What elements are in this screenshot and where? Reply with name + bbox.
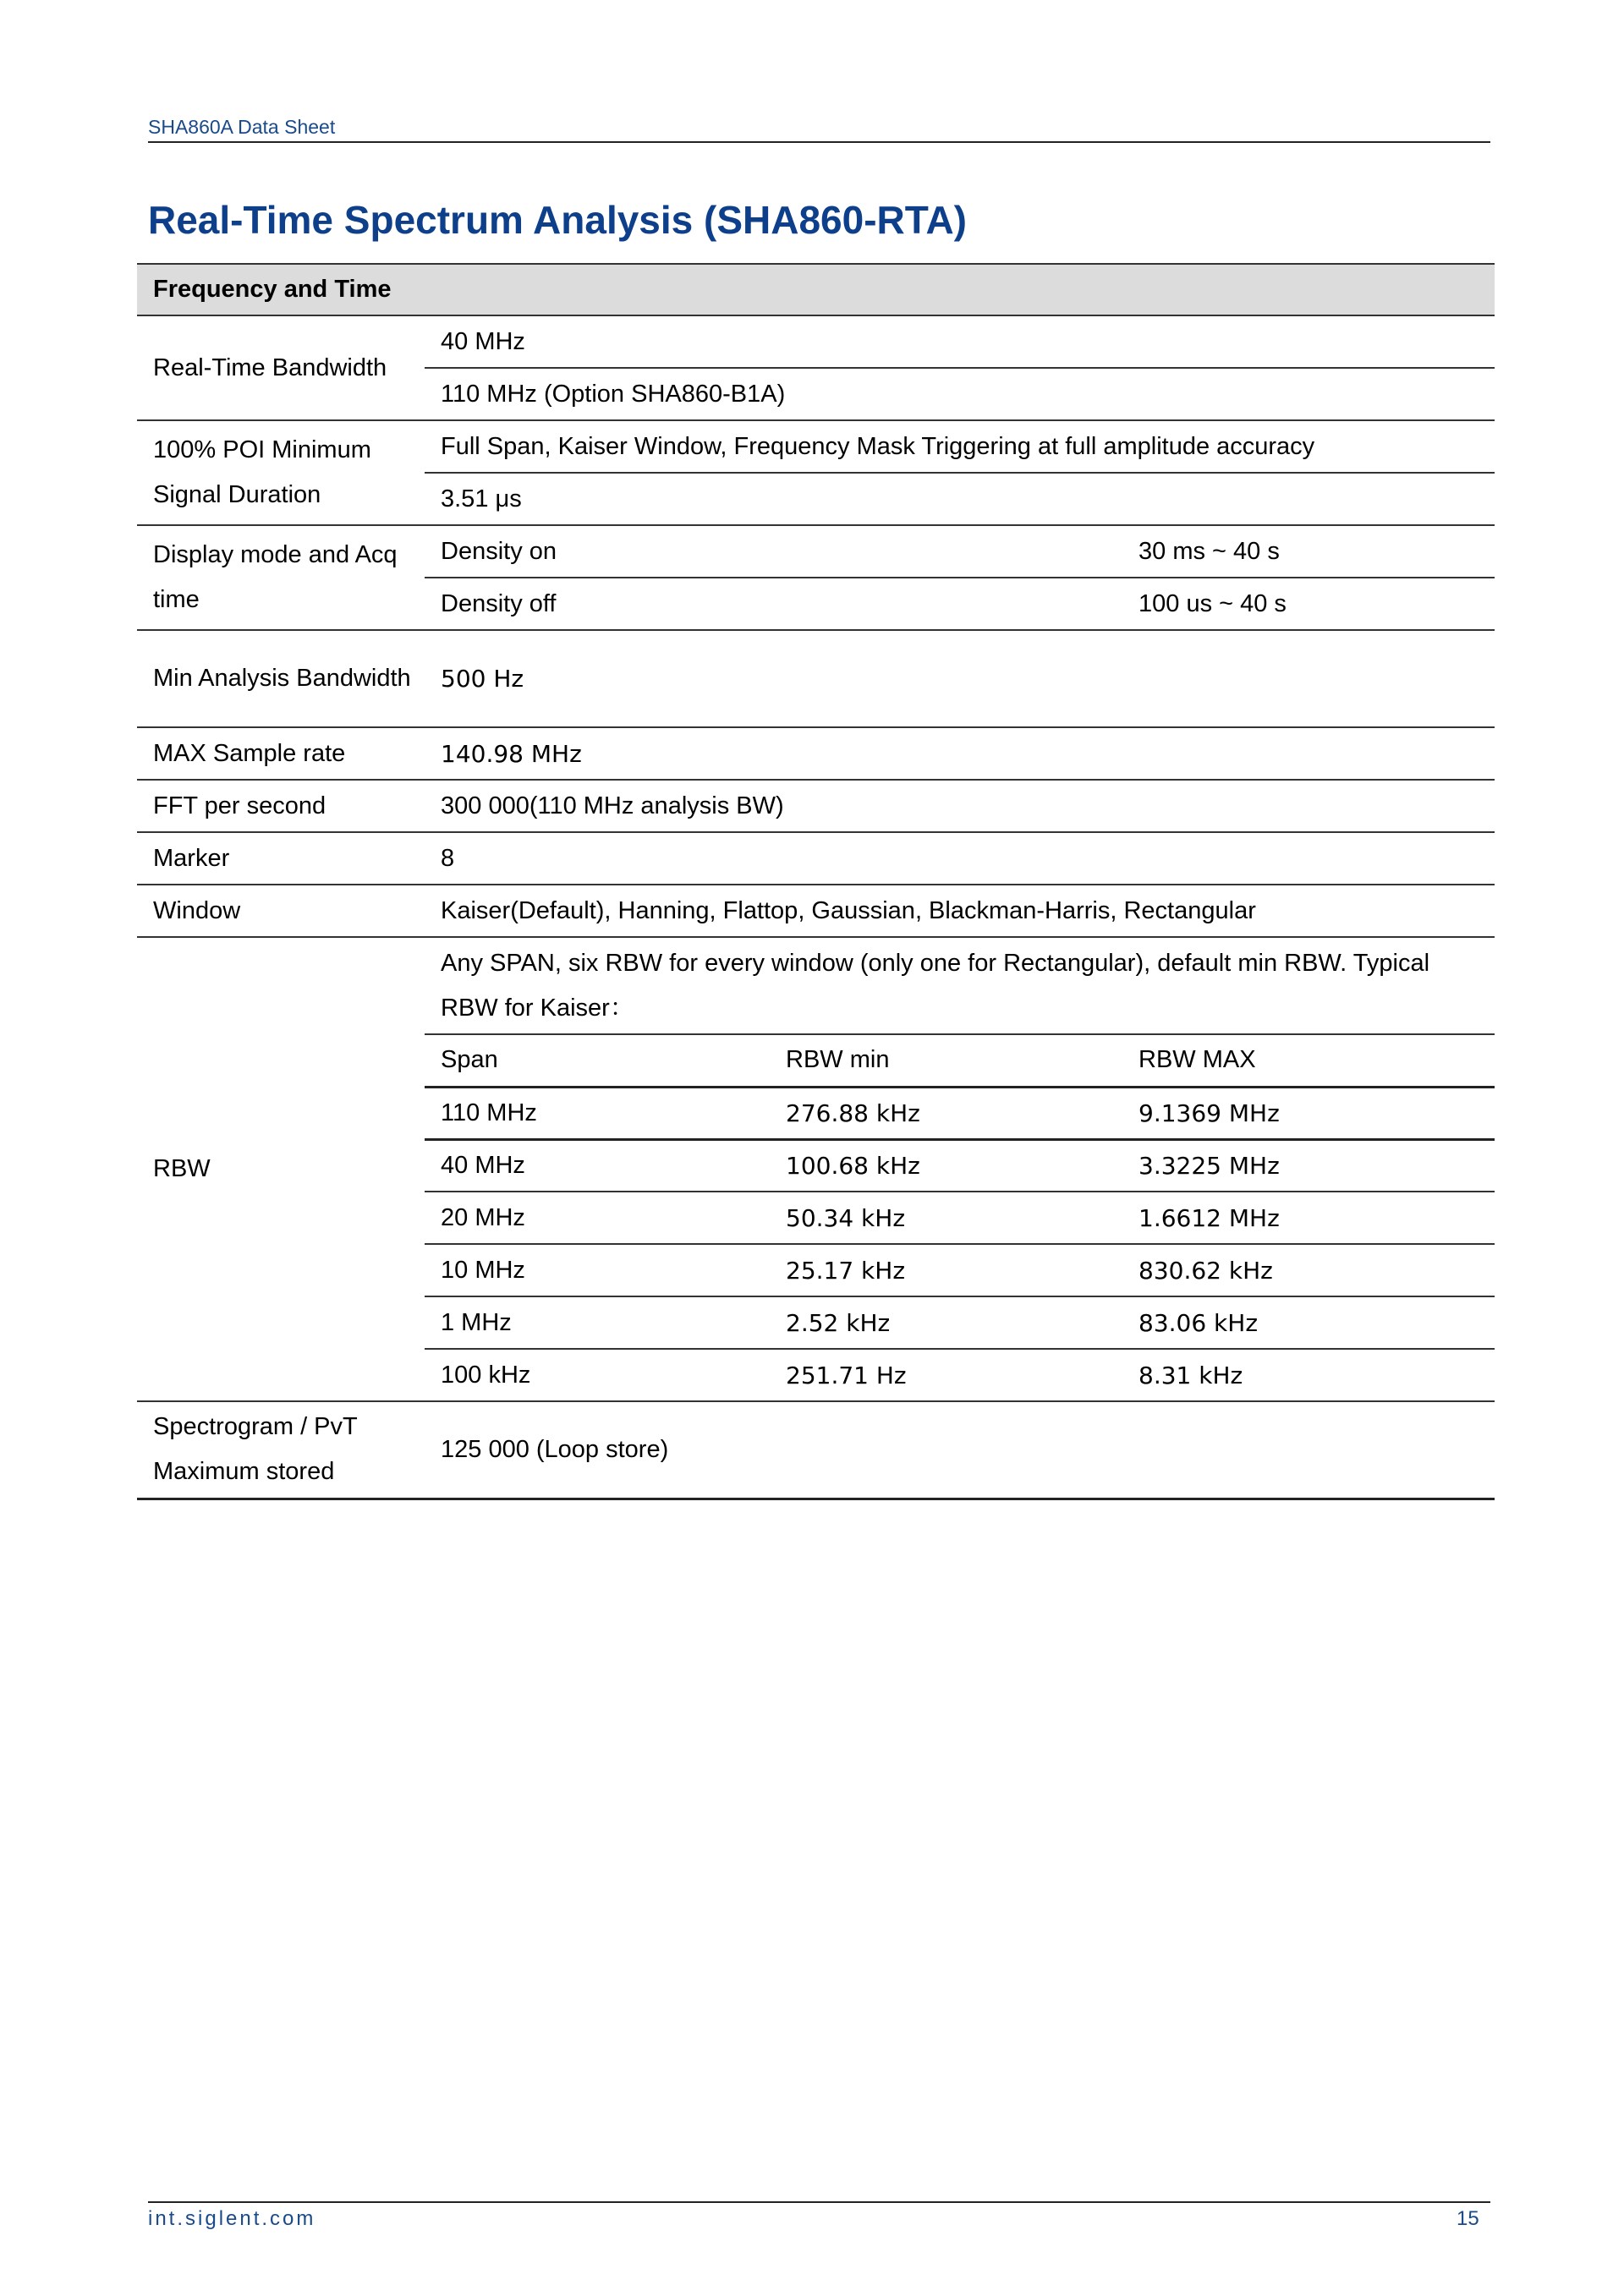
spec-label-rbw: RBW — [137, 937, 425, 1401]
rbw-cell-max: 3.3225 MHz — [1122, 1139, 1495, 1192]
spec-row-rbw-note — [137, 937, 1495, 1034]
rbw-cell-min: 2.52 kHz — [770, 1296, 1122, 1349]
spec-row-spectrogram — [137, 1401, 1495, 1499]
spec-label: Min Analysis Bandwidth — [137, 630, 425, 727]
spec-label: Spectrogram / PvT Maximum stored — [137, 1401, 425, 1499]
page-title: Real-Time Spectrum Analysis (SHA860-RTA) — [148, 198, 967, 242]
rbw-cell-span: 100 kHz — [425, 1349, 770, 1401]
spec-value: Kaiser(Default), Hanning, Flattop, Gaussian, Blackman-Harris, Rectangular — [425, 885, 1495, 937]
spec-row-window — [137, 885, 1495, 937]
page-header — [148, 116, 1490, 143]
rbw-cell-max: 830.62 kHz — [1122, 1244, 1495, 1296]
spec-row-max-sample — [137, 727, 1495, 780]
spec-value: Density off — [425, 578, 1122, 630]
spec-value: 40 MHz — [425, 315, 1495, 368]
rbw-cell-min: 276.88 kHz — [770, 1087, 1122, 1139]
rbw-cell-min: 25.17 kHz — [770, 1244, 1122, 1296]
spec-row-min-abw — [137, 630, 1495, 727]
rbw-cell-span: 110 MHz — [425, 1087, 770, 1139]
spec-table — [137, 263, 1495, 1500]
spec-label: 100% POI Minimum Signal Duration — [137, 420, 425, 525]
spec-label: FFT per second — [137, 780, 425, 832]
spec-value: 300 000(110 MHz analysis BW) — [425, 780, 1495, 832]
rbw-col-header: RBW min — [770, 1034, 1122, 1087]
rbw-cell-max: 9.1369 MHz — [1122, 1087, 1495, 1139]
spec-label: Display mode and Acq time — [137, 525, 425, 630]
spec-value: 140.98 MHz — [425, 727, 1495, 780]
rbw-cell-span: 10 MHz — [425, 1244, 770, 1296]
section-header-row — [137, 264, 1495, 315]
spec-row-display-density-on — [137, 525, 1495, 578]
footer-rule — [148, 2201, 1490, 2203]
rbw-cell-min: 50.34 kHz — [770, 1192, 1122, 1244]
footer-site: int.siglent.com — [148, 2207, 316, 2230]
section-title: Frequency and Time — [137, 264, 1495, 315]
spec-value: Density on — [425, 525, 1122, 578]
rbw-cell-max: 1.6612 MHz — [1122, 1192, 1495, 1244]
page-number: 15 — [1457, 2207, 1479, 2230]
spec-value-time: 100 us ~ 40 s — [1122, 578, 1495, 630]
spec-value: 8 — [425, 832, 1495, 885]
rbw-cell-span: 1 MHz — [425, 1296, 770, 1349]
spec-label: Marker — [137, 832, 425, 885]
spec-value-time: 30 ms ~ 40 s — [1122, 525, 1495, 578]
spec-value: 110 MHz (Option SHA860-B1A) — [425, 368, 1495, 420]
spec-row-poi — [137, 420, 1495, 473]
rbw-cell-span: 20 MHz — [425, 1192, 770, 1244]
spec-value: Full Span, Kaiser Window, Frequency Mask Triggering at full amplitude accuracy — [425, 420, 1495, 473]
rbw-note: Any SPAN, six RBW for every window (only one for Rectangular), default min RBW. Typical RBW for Kaiser： — [425, 937, 1495, 1034]
header-title: SHA860A Data Sheet — [148, 116, 336, 138]
spec-label: MAX Sample rate — [137, 727, 425, 780]
spec-row-rt-bandwidth — [137, 315, 1495, 368]
spec-value: 125 000 (Loop store) — [425, 1401, 1495, 1499]
spec-row-marker — [137, 832, 1495, 885]
rbw-cell-span: 40 MHz — [425, 1139, 770, 1192]
spec-label: Window — [137, 885, 425, 937]
spec-row-fft — [137, 780, 1495, 832]
rbw-cell-max: 8.31 kHz — [1122, 1349, 1495, 1401]
spec-value: 500 Hz — [425, 630, 1495, 727]
rbw-cell-min: 100.68 kHz — [770, 1139, 1122, 1192]
rbw-col-header: Span — [425, 1034, 770, 1087]
rbw-col-header: RBW MAX — [1122, 1034, 1495, 1087]
rbw-cell-max: 83.06 kHz — [1122, 1296, 1495, 1349]
spec-value: 3.51 μs — [425, 473, 1495, 525]
spec-label: Real-Time Bandwidth — [137, 315, 425, 420]
rbw-cell-min: 251.71 Hz — [770, 1349, 1122, 1401]
